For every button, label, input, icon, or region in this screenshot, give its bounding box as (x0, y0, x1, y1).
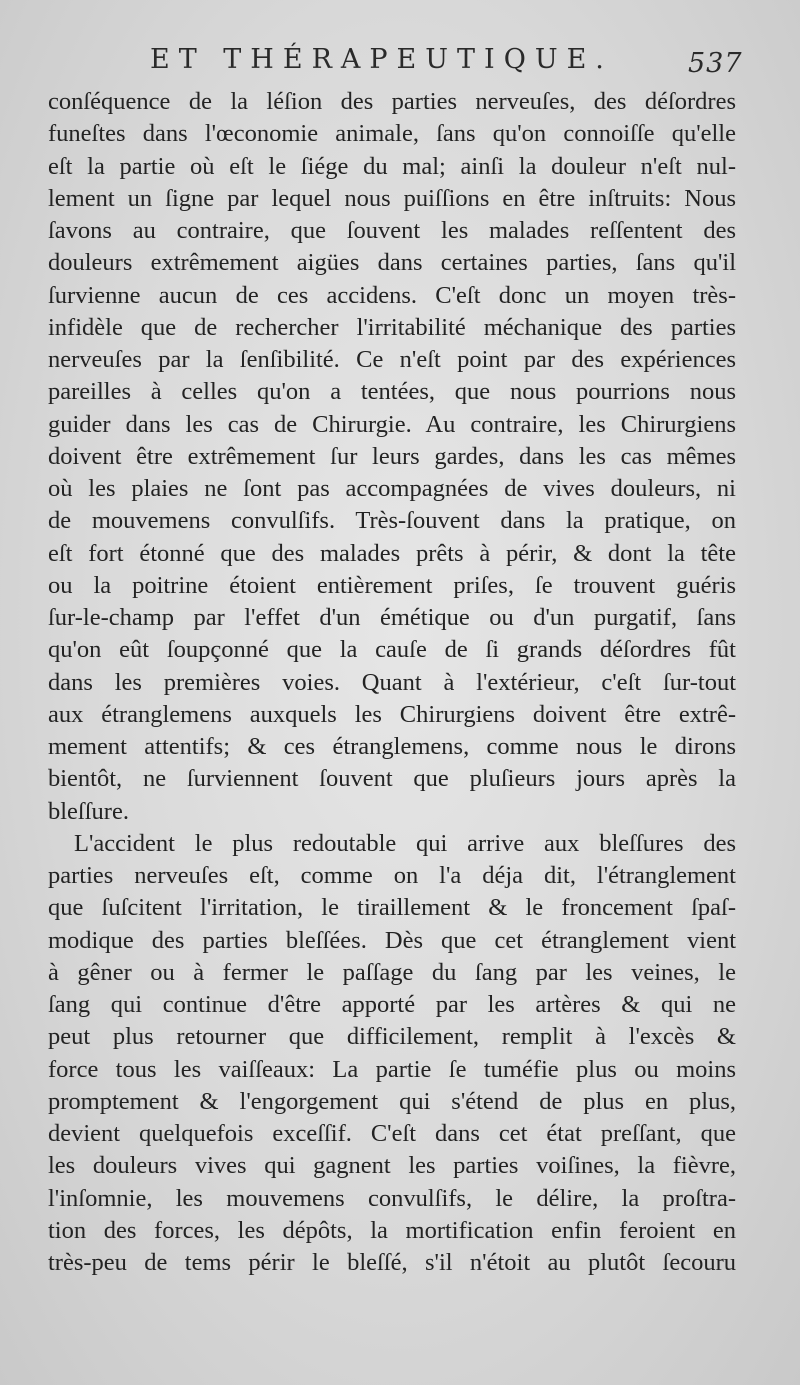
text-line: peut plus retourner que difficilement, remplit à l'excès & (48, 1023, 736, 1051)
paragraph-1 (48, 86, 736, 828)
text-line: pareilles à celles qu'on a tentées, que nous pourrions nous (48, 378, 736, 406)
text-line: promptement & l'engorgement qui s'étend de plus en plus, (48, 1087, 736, 1115)
text-line: l'inſomnie, les mouvemens convulſifs, le délire, la proſtra- (48, 1184, 736, 1212)
text-line: douleurs extrêmement aigües dans certaines parties, ſans qu'il (48, 249, 736, 277)
text-line: bientôt, ne ſurviennent ſouvent que pluſieurs jours après la (48, 765, 736, 793)
text-line: ſang qui continue d'être apporté par les artères & qui ne (48, 991, 736, 1018)
text-line: ſurvienne aucun de ces accidens. C'eſt donc un moyen très- (48, 281, 736, 309)
text-line: ou la poitrine étoient entièrement priſes, ſe trouvent guéris (48, 571, 736, 599)
text-line: conſéquence de la léſion des parties nerveuſes, des déſordres (48, 88, 736, 115)
text-line: dans les premières voies. Quant à l'extérieur, c'eſt ſur-tout (48, 668, 736, 696)
body-text (48, 86, 736, 1279)
text-line: guider dans les cas de Chirurgie. Au contraire, les Chirurgiens (48, 410, 736, 438)
text-line: que ſuſcitent l'irritation, le tiraillement & le froncement ſpaſ- (48, 894, 736, 922)
text-line: modique des parties bleſſées. Dès que cet étranglement vient (48, 926, 736, 954)
text-line: L'accident le plus redoutable qui arrive aux bleſſures des (74, 829, 736, 857)
text-line: où les plaies ne ſont pas accompagnées de vives douleurs, ni (48, 475, 736, 502)
text-line: funeſtes dans l'œconomie animale, ſans qu'on connoiſſe qu'elle (48, 120, 736, 148)
text-line: à gêner ou à fermer le paſſage du ſang par les veines, le (48, 958, 736, 986)
text-line: mement attentifs; & ces étranglemens, comme nous le dirons (48, 733, 736, 760)
text-line: infidèle que de rechercher l'irritabilité méchanique des parties (48, 313, 736, 341)
text-line: les douleurs vives qui gagnent les parties voiſines, la fièvre, (48, 1152, 736, 1180)
text-line: bleſſure. (48, 797, 129, 825)
text-line: lement un ſigne par lequel nous puiſſions en être inſtruits: Nous (48, 184, 736, 212)
text-line: force tous les vaiſſeaux: La partie ſe tuméfie plus ou moins (48, 1055, 736, 1083)
text-line: ſur-le-champ par l'effet d'un émétique ou d'un purgatif, ſans (48, 604, 736, 631)
page-header (0, 44, 800, 84)
text-line: eſt la partie où eſt le ſiége du mal; ainſi la douleur n'eſt nul- (48, 152, 736, 180)
text-line: qu'on eût ſoupçonné que la cauſe de ſi grands déſordres fût (48, 636, 736, 664)
text-line: aux étranglemens auxquels les Chirurgiens doivent être extrê- (48, 700, 736, 728)
text-line: ſavons au contraire, que ſouvent les malades reſſentent des (48, 217, 736, 244)
paragraph-2 (48, 828, 736, 1280)
text-line: de mouvemens convulſifs. Très-ſouvent dans la pratique, on (48, 507, 736, 535)
text-line: très-peu de tems périr le bleſſé, s'il n'étoit au plutôt ſecouru (48, 1249, 736, 1276)
text-line: devient quelquefois exceſſif. C'eſt dans cet état preſſant, que (48, 1120, 736, 1147)
text-line: nerveuſes par la ſenſibilité. Ce n'eſt point par des expériences (48, 346, 736, 373)
text-line: parties nerveuſes eſt, comme on l'a déja dit, l'étranglement (48, 862, 736, 889)
text-line: eſt fort étonné que des malades prêts à périr, & dont la tête (48, 539, 736, 567)
text-line: tion des forces, les dépôts, la mortification enfin feroient en (48, 1216, 736, 1244)
text-line: doivent être extrêmement ſur leurs gardes, dans les cas mêmes (48, 442, 736, 470)
running-title: ET THÉRAPEUTIQUE. (150, 44, 613, 75)
page-number: 537 (688, 48, 743, 79)
